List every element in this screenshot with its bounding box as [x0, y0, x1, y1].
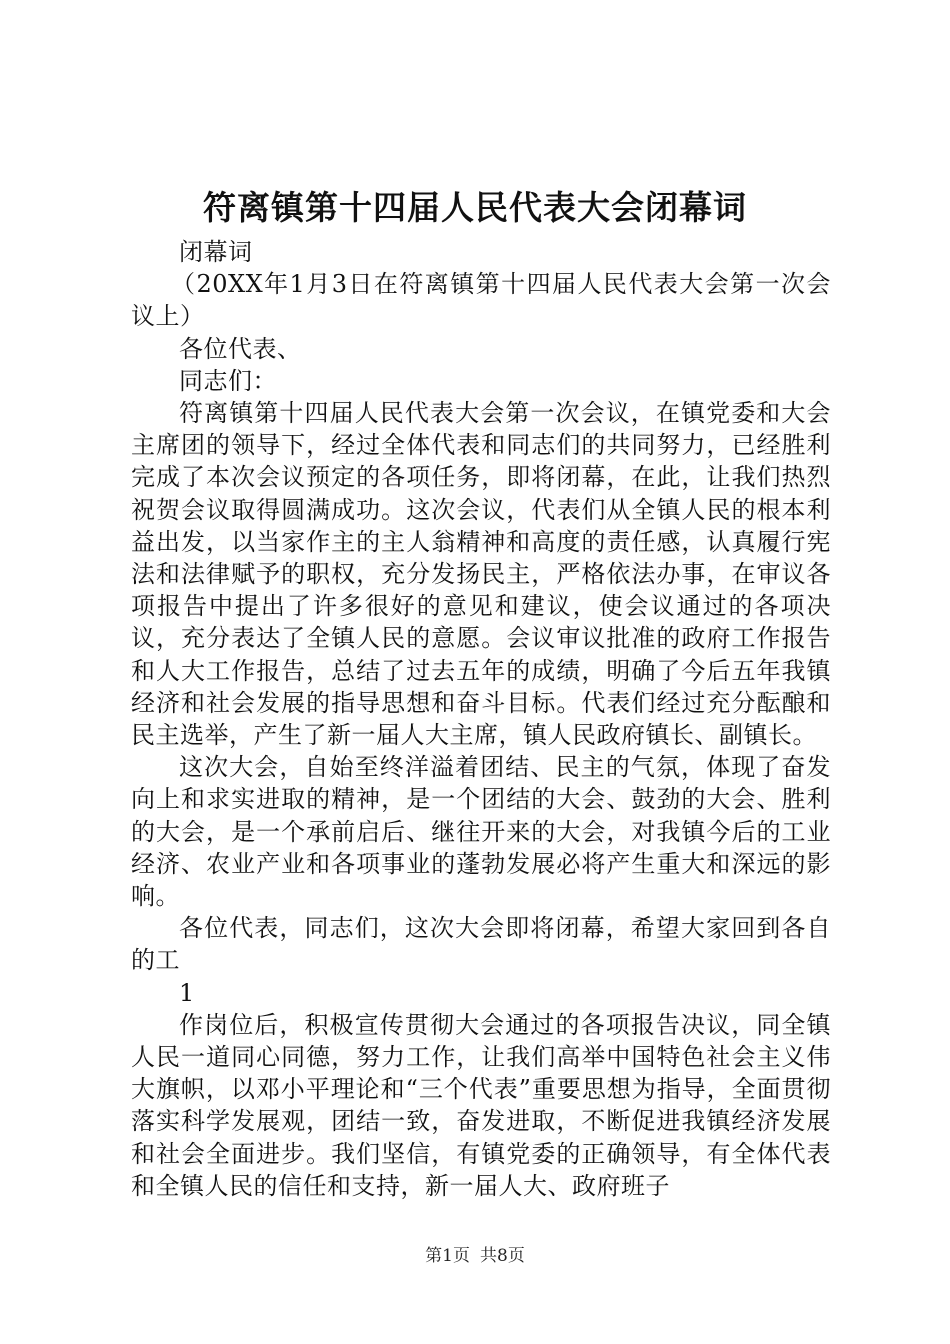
document-body [131, 236, 831, 1202]
body-paragraph: 符离镇第十四届人民代表大会第一次会议，在镇党委和大会主席团的领导下，经过全体代表和同志们的共同努力，已经胜利完成了本次会议预定的各项任务，即将闭幕，在此，让我们热烈祝贺会议取得圆满成功。这次会议，代表们从全镇人民的根本利益出发，以当家作主的主人翁精神和高度的责任感，认真履行宪法和法律赋予的职权，充分发扬民主，严格依法办事，在审议各项报告中提出了许多很好的意见和建议，使会议通过的各项决议，充分表达了全镇人民的意愿。会议审议批准的政府工作报告和人大工作报告，总结了过去五年的成绩，明确了今后五年我镇经济和社会发展的指导思想和奋斗目标。代表们经过充分酝酿和民主选举，产生了新一届人大主席，镇人民政府镇长、副镇长。 [131, 399, 831, 750]
salutation-delegates: 各位代表、 [179, 334, 302, 363]
body-paragraph: 作岗位后，积极宣传贯彻大会通过的各项报告决议，同全镇人民一道同心同德，努力工作，让我们高举中国特色社会主义伟大旗帜，以邓小平理论和“三个代表”重要思想为指导，全面贯彻落实科学发展观，团结一致，奋发进取，不断促进我镇经济发展和社会全面进步。我们坚信，有镇党委的正确领导，有全体代表和全镇人民的信任和支持，新一届人大、政府班子 [131, 1010, 831, 1200]
document-title: 符离镇第十四届人民代表大会闭幕词 [203, 188, 747, 227]
section-heading: 闭幕词 [179, 238, 253, 266]
page-footer [0, 1244, 950, 1268]
page-marker: 1 [179, 978, 195, 1007]
page-number: 第1页 [425, 1246, 470, 1266]
date-line: （20XX年1月3日在符离镇第十四届人民代表大会第一次会议上） [131, 270, 831, 331]
salutation-comrades: 同志们： [179, 366, 277, 395]
page-total: 共8页 [480, 1246, 525, 1266]
body-paragraph: 这次大会，自始至终洋溢着团结、民主的气氛，体现了奋发向上和求实进取的精神，是一个团结的大会、鼓劲的大会、胜利的大会，是一个承前启后、继往开来的大会，对我镇今后的工业经济、农业产业和各项事业的蓬勃发展必将产生重大和深远的影响。 [131, 753, 831, 911]
body-paragraph: 各位代表，同志们，这次大会即将闭幕，希望大家回到各自的工 [131, 914, 831, 975]
